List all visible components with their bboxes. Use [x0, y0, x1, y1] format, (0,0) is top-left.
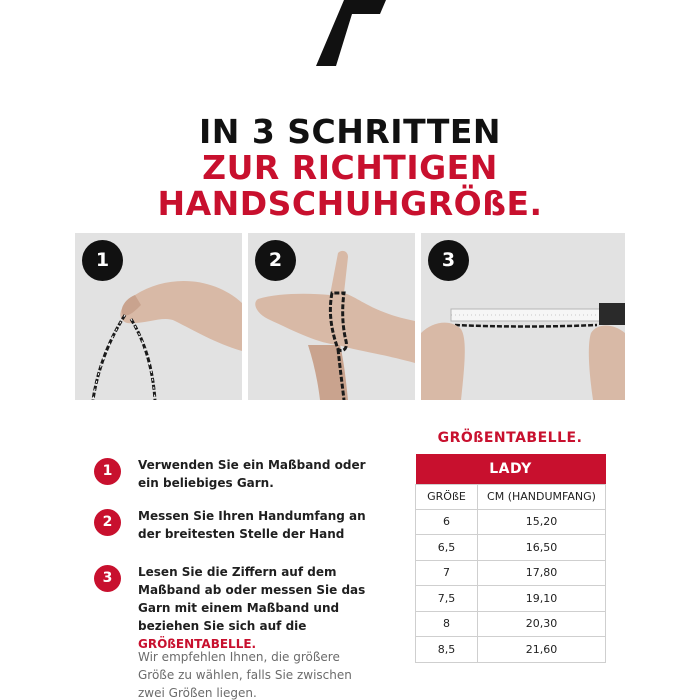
table-row — [416, 637, 606, 663]
cm-cell: 17,80 — [478, 560, 606, 586]
table-row — [416, 509, 606, 535]
recommendation-note: Wir empfehlen Ihnen, die größere Größe zu wählen, falls Sie zwischen zwei Größen liegen. — [138, 650, 352, 700]
size-table-header-size: GRÖßE — [416, 484, 478, 509]
size-cell: 7,5 — [416, 586, 478, 612]
size-table-group: LADY — [416, 454, 606, 484]
size-cell: 8,5 — [416, 637, 478, 663]
step-text-3: Lesen Sie die Ziffern auf dem Maßband ab oder messen Sie das Garn mit einem Maßband und beziehen Sie sich auf die — [138, 565, 366, 633]
table-row — [416, 586, 606, 612]
step-item-1 — [94, 456, 384, 492]
step-badge-1: 1 — [82, 240, 123, 281]
step-number-1: 1 — [94, 458, 121, 485]
step-number-2: 2 — [94, 509, 121, 536]
headline-line-1: IN 3 SCHRITTEN — [198, 112, 502, 151]
step-photo-2 — [248, 233, 415, 400]
table-row — [416, 611, 606, 637]
cm-cell: 20,30 — [478, 611, 606, 637]
headline — [0, 114, 700, 222]
brand-logo-icon — [314, 0, 386, 66]
step-number-3: 3 — [94, 565, 121, 592]
size-cell: 6,5 — [416, 535, 478, 561]
cm-cell: 21,60 — [478, 637, 606, 663]
step-photo-3 — [421, 233, 625, 400]
table-row — [416, 560, 606, 586]
step-item-3 — [94, 563, 384, 653]
cm-cell: 19,10 — [478, 586, 606, 612]
size-cell: 7 — [416, 560, 478, 586]
size-cell: 8 — [416, 611, 478, 637]
step-text-1: Verwenden Sie ein Maßband oder ein beliebiges Garn. — [138, 458, 366, 490]
cm-cell: 15,20 — [478, 509, 606, 535]
step-badge-2: 2 — [255, 240, 296, 281]
headline-line-2: ZUR RICHTIGEN — [202, 148, 498, 187]
step-text-2: Messen Sie Ihren Handumfang an der breitesten Stelle der Hand — [138, 509, 366, 541]
size-table — [415, 454, 606, 663]
step-item-2 — [94, 507, 384, 543]
step-photo-1 — [75, 233, 242, 400]
table-row — [416, 535, 606, 561]
size-cell: 6 — [416, 509, 478, 535]
size-table-header-cm: CM (HANDUMFANG) — [478, 484, 606, 509]
cm-cell: 16,50 — [478, 535, 606, 561]
step-badge-3: 3 — [428, 240, 469, 281]
headline-line-3: HANDSCHUHGRÖßE. — [157, 184, 543, 223]
step-text-3-highlight: GRÖßENTABELLE. — [138, 637, 257, 651]
size-table-title: GRÖßENTABELLE. — [437, 430, 583, 446]
